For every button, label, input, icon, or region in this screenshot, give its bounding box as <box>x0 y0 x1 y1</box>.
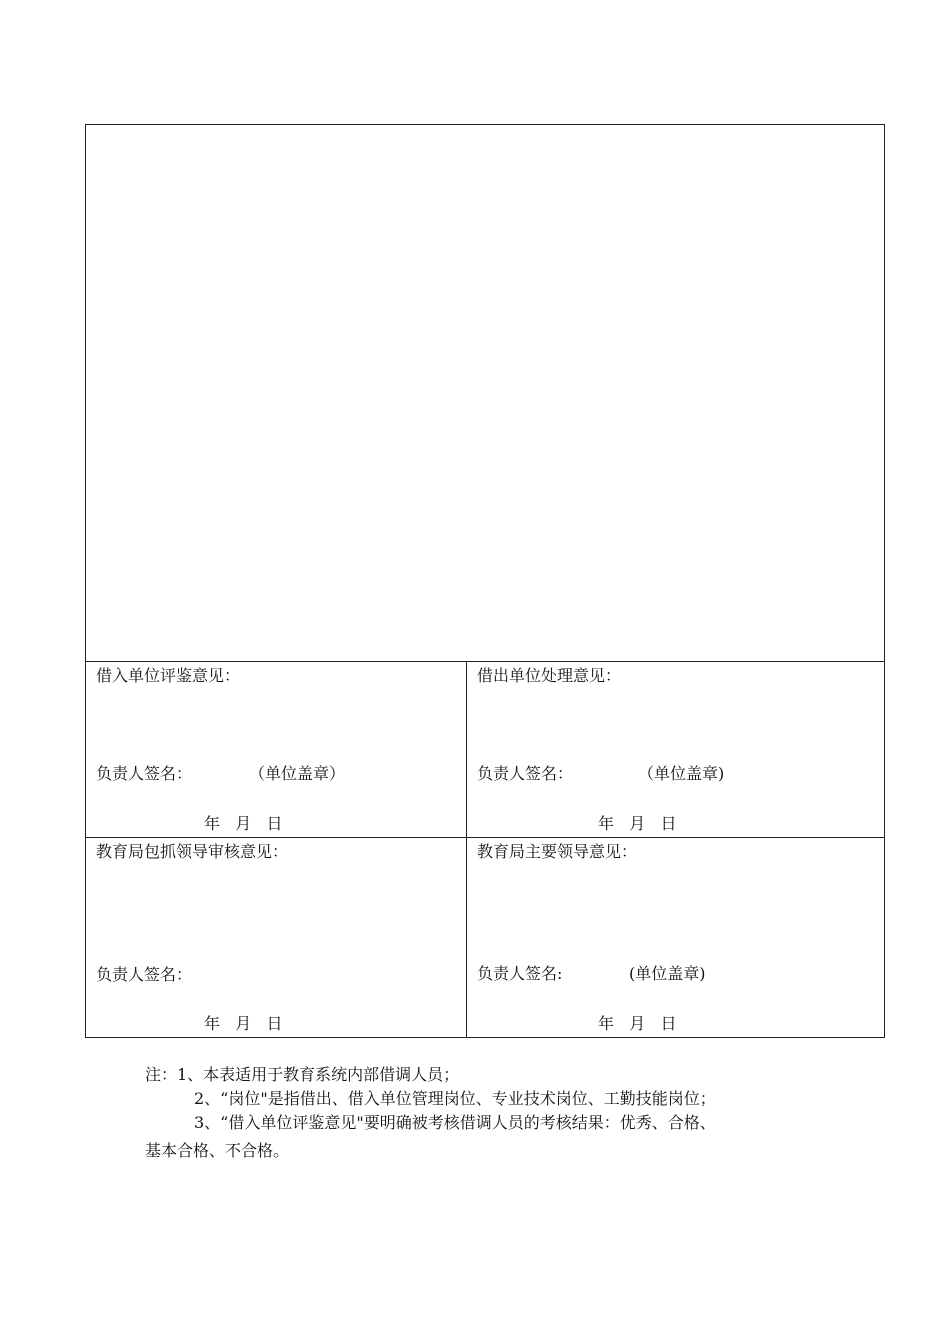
bureau-supervisor-opinion-heading: 教育局包抓领导审核意见： <box>96 842 289 861</box>
note-line-4: 基本合格、不合格。 <box>145 1141 290 1160</box>
lender-date-label: 年 月 日 <box>598 814 677 833</box>
lender-opinion-heading: 借出单位处理意见： <box>477 666 622 685</box>
bureau-supervisor-sign-label: 负责人签名： <box>96 965 193 984</box>
borrower-opinion-heading: 借入单位评鉴意见： <box>96 666 241 685</box>
lender-sign-label: 负责人签名： <box>477 764 574 783</box>
table-divider-middle <box>85 837 885 838</box>
bureau-supervisor-date-label: 年 月 日 <box>204 1014 283 1033</box>
approval-form-table <box>85 124 885 1038</box>
borrower-date-label: 年 月 日 <box>204 814 283 833</box>
lender-seal-label: （单位盖章) <box>638 764 725 783</box>
note-line-2: 2、“岗位"是指借出、借入单位管理岗位、专业技术岗位、工勤技能岗位； <box>194 1089 716 1108</box>
bureau-head-seal-label: (单位盖章) <box>629 964 706 983</box>
note-line-3: 3、“借入单位评鉴意见"要明确被考核借调人员的考核结果：优秀、合格、 <box>194 1113 716 1132</box>
borrower-sign-label: 负责人签名： <box>96 764 193 783</box>
table-divider-top <box>85 661 885 662</box>
bureau-head-opinion-heading: 教育局主要领导意见： <box>477 842 638 861</box>
bureau-head-sign-label: 负责人签名: <box>477 964 563 983</box>
note-line-1: 注：1、本表适用于教育系统内部借调人员； <box>145 1065 460 1084</box>
table-divider-vertical <box>466 661 467 1038</box>
bureau-head-date-label: 年 月 日 <box>598 1014 677 1033</box>
borrower-seal-label: （单位盖章） <box>249 764 346 783</box>
